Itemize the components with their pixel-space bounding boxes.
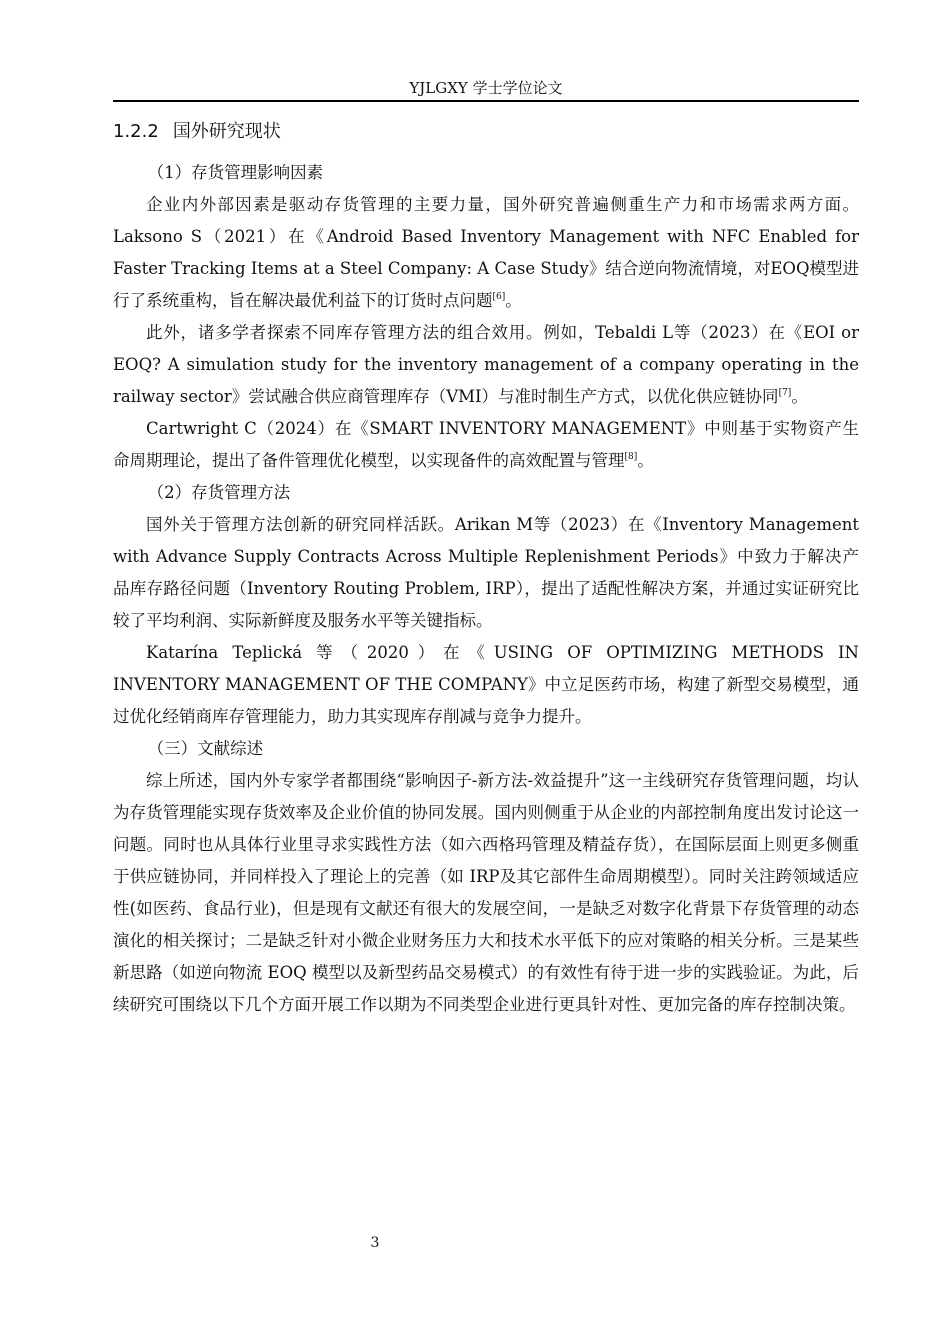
paragraph-text: 此外，诸多学者探索不同库存管理方法的组合效用。例如，Tebaldi L等（2023）在《EOI or EOQ? A simulation study for the inventory management of a company operating in the railway sector》尝试融合供应商管理库存（VMI）与准时制生产方式，以优化供应链协同: [113, 323, 859, 406]
paragraph-end: 。: [505, 291, 522, 310]
paragraph-text: Cartwright C（2024）在《SMART INVENTORY MANAGEMENT》中则基于实物资产生命周期理论，提出了备件管理优化模型，以实现备件的高效配置与管理: [113, 419, 859, 470]
section-title: 国外研究现状: [172, 121, 281, 142]
subheading-influence-factors: （1）存货管理影响因素: [147, 163, 324, 182]
citation-ref: [6]: [492, 292, 506, 302]
paragraph-cartwright: [113, 413, 859, 477]
page-number: 3: [370, 1235, 380, 1251]
section-heading: [113, 119, 859, 145]
paragraph-laksono: [113, 189, 859, 317]
section-number: 1.2.2: [113, 121, 159, 142]
paragraph-end: 。: [637, 451, 654, 470]
document-body: [113, 157, 859, 1021]
citation-ref: [7]: [778, 388, 792, 398]
header-rule: [113, 100, 859, 102]
paragraph-teplicka: Katarína Teplická 等（2020）在《USING OF OPTIMIZING METHODS IN INVENTORY MANAGEMENT OF THE COMPANY》中立足医药市场，构建了新型交易模型，通过优化经销商库存管理能力，助力其实现库存削减与竞争力提升。: [113, 643, 859, 726]
subheading-literature-review: （三）文献综述: [147, 739, 264, 758]
subheading-methods: （2）存货管理方法: [147, 483, 291, 502]
paragraph-arikan: 国外关于管理方法创新的研究同样活跃。Arikan M等（2023）在《Inventory Management with Advance Supply Contracts Across Multiple Replenishment Periods》中致力于解决产品库存路径问题（Inventory Routing Problem, IRP），提出了适配性解决方案，并通过实证研究比较了平均利润、实际新鲜度及服务水平等关键指标。: [113, 515, 859, 630]
paragraph-summary: 综上所述，国内外专家学者都围绕“影响因子-新方法-效益提升”这一主线研究存货管理问题，均认为存货管理能实现存货效率及企业价值的协同发展。国内则侧重于从企业的内部控制角度出发讨论这一问题。同时也从具体行业里寻求实践性方法（如六西格玛管理及精益存货），在国际层面上则更多侧重于供应链协同，并同样投入了理论上的完善（如 IRP及其它部件生命周期模型）。同时关注跨领域适应性(如医药、食品行业)，但是现有文献还有很大的发展空间，一是缺乏对数字化背景下存货管理的动态演化的相关探讨；二是缺乏针对小微企业财务压力大和技术水平低下的应对策略的相关分析。三是某些新思路（如逆向物流 EOQ 模型以及新型药品交易模式）的有效性有待于进一步的实践验证。为此，后续研究可围绕以下几个方面开展工作以期为不同类型企业进行更具针对性、更加完备的库存控制决策。: [113, 771, 859, 1014]
paragraph-end: 。: [791, 387, 808, 406]
paragraph-tebaldi: [113, 317, 859, 413]
citation-ref: [8]: [624, 452, 638, 462]
paragraph-text: 企业内外部因素是驱动存货管理的主要力量，国外研究普遍侧重生产力和市场需求两方面。Laksono S（2021）在《Android Based Inventory Management with NFC Enabled for Faster Tracking Items at a Steel Company: A Case Study》结合逆向物流情境，对EOQ模型进行了系统重构，旨在解决最优利益下的订货时点问题: [113, 195, 859, 310]
page-header: YJLGXY 学士学位论文: [409, 79, 563, 97]
